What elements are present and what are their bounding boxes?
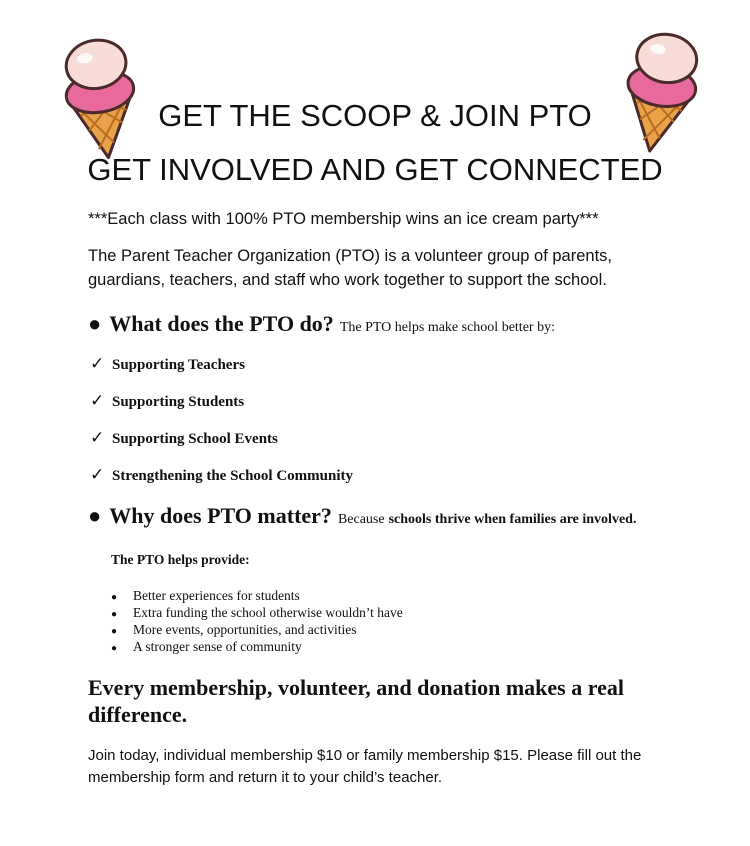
page-subtitle: GET INVOLVED AND GET CONNECTED [87,152,663,187]
intro-paragraph: The Parent Teacher Organization (PTO) is a volunteer group of parents, guardians, teachers, and staff who work together to support the school. [88,247,613,289]
party-note: ***Each class with 100% PTO membership wins an ice cream party*** [88,210,599,228]
check-item [90,391,244,411]
check-item-label: Strengthening the School Community [112,468,353,484]
bullet-icon: ● [111,592,118,603]
what-question: What does the PTO do? [109,311,334,336]
check-item-label: Supporting Teachers [112,357,245,373]
closing-statement: Every membership, volunteer, and donation makes a real difference. [88,675,624,727]
check-icon: ✓ [90,354,105,374]
ice-cream-cone-right-icon [614,25,708,159]
list-item: ● Better experiences for students [111,587,403,604]
check-icon: ✓ [90,465,105,485]
bullet-icon: ● [88,503,102,528]
provide-list [111,587,403,655]
check-item [90,465,353,485]
what-answer: The PTO helps make school better by: [339,320,555,335]
check-item-label: Supporting School Events [112,431,278,447]
why-answer-bold: schools thrive when families are involved. [388,512,637,527]
why-answer-prefix: Because [337,512,385,527]
list-item: ● More events, opportunities, and activities [111,621,403,638]
what-question-row [88,311,728,337]
list-item: ● Extra funding the school otherwise wouldn’t have [111,604,403,621]
check-icon: ✓ [90,428,105,448]
check-item [90,428,278,448]
page-title: GET THE SCOOP & JOIN PTO [158,98,592,133]
bullet-icon: ● [111,626,118,637]
why-question-row [88,503,728,529]
list-item: ● A stronger sense of community [111,638,403,655]
bullet-icon: ● [111,643,118,654]
why-question: Why does PTO matter? [109,503,332,528]
check-item-label: Supporting Students [112,394,245,410]
check-icon: ✓ [90,391,105,411]
check-item [90,354,245,374]
bullet-icon: ● [111,609,118,620]
provide-label: The PTO helps provide: [111,552,250,567]
join-paragraph: Join today, individual membership $10 or family membership $15. Please fill out the membership form and return it to your child’s teacher. [88,747,642,786]
bullet-icon: ● [88,311,102,336]
